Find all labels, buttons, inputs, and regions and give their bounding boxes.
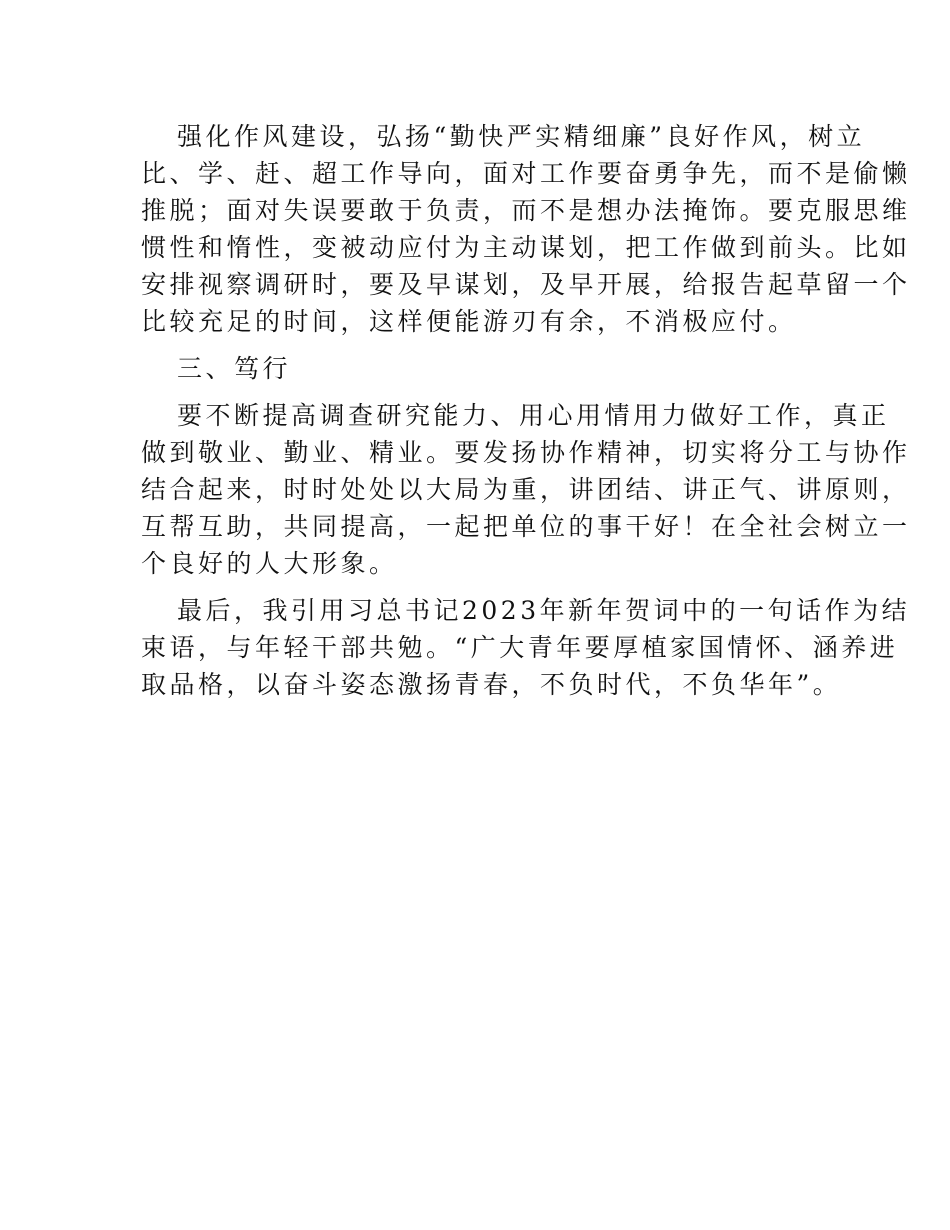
paragraph-line: 惯性和惰性，变被动应付为主动谋划，把工作做到前头。比如 (141, 233, 911, 262)
paragraph-line: 最后，我引用习总书记2023年新年贺词中的一句话作为结 (177, 596, 911, 625)
paragraph-line: 要不断提高调查研究能力、用心用情用力做好工作，真正 (177, 401, 890, 430)
paragraph-line: 束语，与年轻干部共勉。“广大青年要厚植家国情怀、涵养进 (141, 633, 899, 662)
paragraph-line: 结合起来，时时处处以大局为重，讲团结、讲正气、讲原则， (141, 475, 911, 504)
paragraph-line: 个良好的人大形象。 (141, 549, 398, 578)
paragraph-line: 互帮互助，共同提高，一起把单位的事干好！在全社会树立一 (141, 512, 911, 541)
paragraph-line: 强化作风建设，弘扬“勤快严实精细廉”良好作风，树立 (177, 122, 866, 151)
paragraph-conclusion (141, 592, 911, 703)
section-heading (141, 350, 811, 387)
paragraph-practice (141, 397, 911, 582)
paragraph-line: 做到敬业、勤业、精业。要发扬协作精神，切实将分工与协作 (141, 438, 911, 467)
heading-text: 三、笃行 (177, 354, 292, 383)
document-body (141, 118, 911, 713)
paragraph-line: 安排视察调研时，要及早谋划，及早开展，给报告起草留一个 (141, 270, 911, 299)
paragraph-line: 比、学、赶、超工作导向，面对工作要奋勇争先，而不是偷懒 (141, 159, 911, 188)
paragraph-work-style (141, 118, 911, 340)
paragraph-line: 比较充足的时间，这样便能游刃有余，不消极应付。 (141, 307, 797, 336)
paragraph-line: 推脱；面对失误要敢于负责，而不是想办法掩饰。要克服思维 (141, 196, 911, 225)
paragraph-line: 取品格，以奋斗姿态激扬青春，不负时代，不负华年”。 (141, 670, 842, 699)
